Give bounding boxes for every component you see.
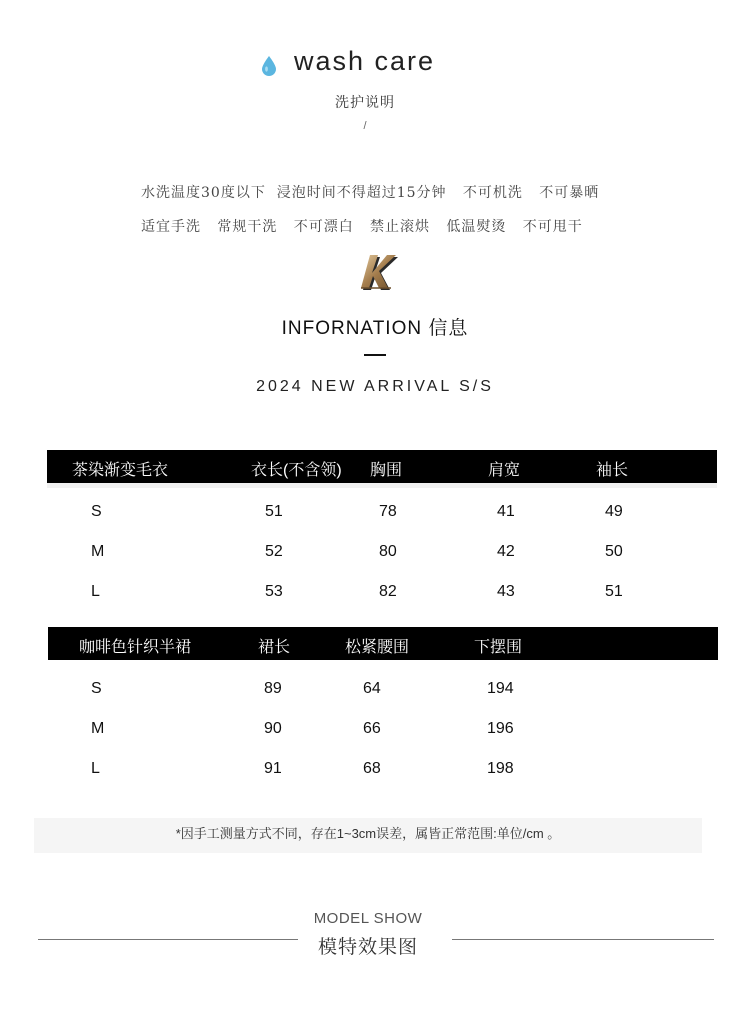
wash-care-divider: /	[363, 120, 367, 132]
hem-cell: 198	[487, 760, 514, 777]
title-divider	[364, 354, 386, 356]
water-drop-icon	[262, 56, 276, 76]
header-length: 衣长(不含领)	[251, 462, 342, 479]
length-cell: 51	[265, 503, 283, 520]
size-cell: S	[91, 680, 102, 697]
shoulder-cell: 43	[497, 583, 515, 600]
length-cell: 52	[265, 543, 283, 560]
size-cell: L	[91, 760, 100, 777]
new-arrival-label: 2024 NEW ARRIVAL S/S	[256, 378, 494, 395]
header-skirt-length: 裙长	[258, 639, 291, 656]
sleeve-cell: 51	[605, 583, 623, 600]
wash-care-title: wash care	[294, 46, 436, 76]
brand-logo-icon	[356, 252, 400, 292]
model-show-title: MODEL SHOW	[313, 910, 423, 927]
header-sleeve: 袖长	[596, 462, 629, 479]
length-cell: 53	[265, 583, 283, 600]
sleeve-cell: 49	[605, 503, 623, 520]
skirt-length-cell: 89	[264, 680, 282, 697]
hem-cell: 196	[487, 720, 514, 737]
shoulder-cell: 41	[497, 503, 515, 520]
chest-cell: 78	[379, 503, 397, 520]
skirt-size-table-header	[48, 627, 718, 660]
size-cell: S	[91, 503, 102, 520]
waist-cell: 68	[363, 760, 381, 777]
header-chest: 胸围	[370, 462, 403, 479]
waist-cell: 64	[363, 680, 381, 697]
care-instructions-line-1: 水洗温度30度以下 浸泡时间不得超过15分钟 不可机洗 不可暴晒	[141, 185, 600, 201]
header-product-name: 咖啡色针织半裙	[79, 639, 192, 656]
header-shoulder: 肩宽	[488, 462, 521, 479]
care-instructions-line-2: 适宜手洗 常规干洗 不可漂白 禁止滚烘 低温熨烫 不可甩干	[141, 219, 583, 235]
waist-cell: 66	[363, 720, 381, 737]
hem-cell: 194	[487, 680, 514, 697]
sleeve-cell: 50	[605, 543, 623, 560]
chest-cell: 80	[379, 543, 397, 560]
model-show-subtitle: 模特效果图	[317, 937, 418, 958]
header-waist: 松紧腰围	[345, 639, 410, 656]
header-product-name: 茶染渐变毛衣	[72, 462, 169, 479]
sweater-size-table-header	[47, 450, 717, 483]
measurement-note: *因手工测量方式不同，存在1~3cm误差，属皆正常范围:单位/cm 。	[175, 826, 561, 841]
header-hem: 下摆围	[474, 639, 523, 656]
size-cell: L	[91, 583, 100, 600]
chest-cell: 82	[379, 583, 397, 600]
shoulder-cell: 42	[497, 543, 515, 560]
skirt-length-cell: 91	[264, 760, 282, 777]
skirt-length-cell: 90	[264, 720, 282, 737]
size-cell: M	[91, 543, 105, 560]
size-cell: M	[91, 720, 105, 737]
information-title: INFORNATION 信息	[281, 318, 469, 339]
header-shadow	[47, 483, 717, 488]
wash-care-subtitle: 洗护说明	[335, 94, 395, 110]
